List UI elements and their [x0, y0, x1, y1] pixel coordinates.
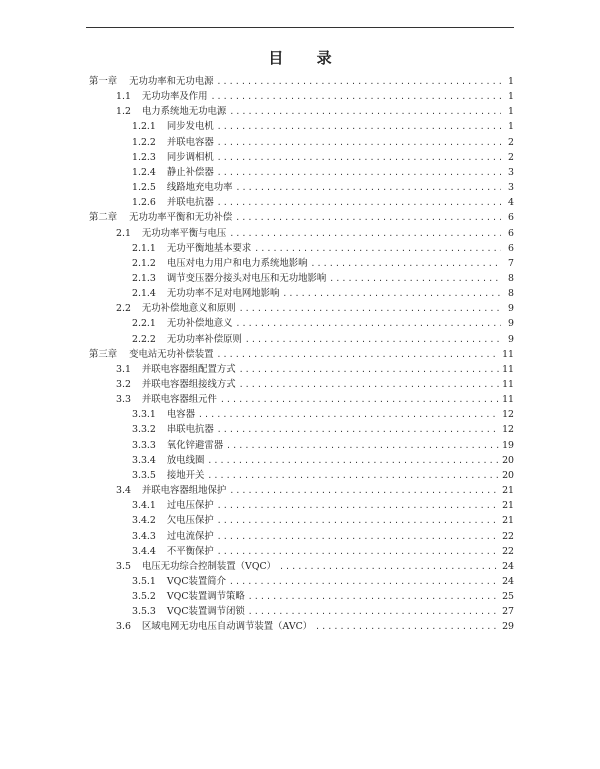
- toc-entry-title: 无功功率补偿原则: [166, 333, 242, 345]
- toc-entry-title: 无功功率及作用: [141, 91, 208, 103]
- toc-entry[interactable]: [0, 270, 514, 285]
- toc-entry-number: 3.2: [116, 379, 131, 390]
- toc-entry[interactable]: [0, 452, 514, 467]
- toc-entry-page: 29: [502, 621, 514, 633]
- toc-entry[interactable]: [0, 497, 514, 512]
- toc-entry-title: 无功平衡地基本要求: [166, 242, 252, 254]
- toc-entry[interactable]: [0, 346, 514, 361]
- dot-leader: [217, 76, 501, 88]
- toc-entry-number: 1.2.1: [132, 121, 156, 133]
- toc-entry-page: 8: [508, 272, 514, 284]
- toc-entry-title: 无功功率不足对电网地影响: [166, 288, 280, 300]
- toc-entry[interactable]: [0, 618, 514, 633]
- toc-entry-page: 1: [508, 76, 514, 87]
- toc-entry-number: 第一章: [89, 76, 118, 87]
- toc-entry[interactable]: [0, 331, 514, 346]
- dot-leader: [329, 273, 501, 285]
- toc-entry-page: 7: [508, 257, 514, 269]
- toc-entry[interactable]: [0, 225, 514, 240]
- toc-entry-page: 1: [508, 91, 514, 103]
- dot-leader: [229, 106, 501, 118]
- toc-entry-title: VQC装置简介: [166, 575, 226, 587]
- toc-entry-number: 1.1: [116, 91, 131, 103]
- dot-leader: [229, 576, 499, 588]
- toc-entry-number: 1.2: [116, 106, 131, 118]
- dot-leader: [217, 197, 501, 209]
- toc-entry-title: 过电压保护: [166, 500, 214, 512]
- dot-leader: [282, 288, 501, 300]
- toc-entry-number: 3.5.1: [132, 575, 156, 587]
- toc-entry-number: 3.5.3: [132, 606, 156, 618]
- toc-entry-number: 第三章: [89, 348, 118, 360]
- toc-entry-number: 第二章: [89, 212, 118, 224]
- toc-entry-page: 9: [508, 303, 514, 315]
- dot-leader: [226, 440, 499, 452]
- toc-entry[interactable]: [0, 437, 514, 452]
- dot-leader: [229, 228, 501, 240]
- toc-entry-title: 并联电容器组配置方式: [141, 363, 236, 375]
- dot-leader: [236, 182, 502, 194]
- toc-entry-title: 并联电容器: [166, 136, 214, 148]
- toc-entry-number: 2.1.4: [132, 288, 156, 300]
- toc-entry-title: 无功功率和无功电源: [129, 76, 214, 87]
- dot-leader: [229, 485, 499, 497]
- toc-entry[interactable]: [0, 543, 514, 558]
- toc-entry-title: 过电流保护: [166, 530, 214, 542]
- toc-entry-title: 无功功率平衡与电压: [141, 227, 227, 239]
- toc-entry-number: 2.1.3: [132, 272, 156, 284]
- toc-entry-title: 并联电抗器: [166, 197, 214, 209]
- toc-entry-page: 11: [502, 394, 514, 406]
- dot-leader: [217, 531, 499, 543]
- dot-leader: [248, 591, 499, 603]
- dot-leader: [311, 258, 502, 270]
- toc-entry[interactable]: [0, 603, 514, 618]
- toc-entry-page: 2: [508, 136, 514, 148]
- toc-entry-number: 3.3: [116, 394, 131, 406]
- dot-leader: [217, 349, 500, 361]
- toc-entry[interactable]: [0, 391, 514, 406]
- toc-entry-page: 11: [502, 348, 514, 360]
- toc-entry-number: 1.2.4: [132, 166, 156, 178]
- dot-leader: [239, 303, 501, 315]
- dot-leader: [315, 621, 499, 633]
- toc-entry-number: 1.2.2: [132, 136, 156, 148]
- dot-leader: [207, 455, 499, 467]
- toc-entry-number: 3.4.3: [132, 530, 156, 542]
- toc-entry[interactable]: [0, 528, 514, 543]
- toc-entry-title: 调节变压器分接头对电压和无功地影响: [166, 272, 327, 284]
- toc-entry[interactable]: [0, 179, 514, 194]
- toc-entry-page: 21: [502, 515, 514, 527]
- toc-entry-title: 同步调相机: [166, 151, 214, 163]
- dot-leader: [217, 546, 499, 558]
- toc-entry[interactable]: [0, 255, 514, 270]
- toc-entry[interactable]: [0, 573, 514, 588]
- toc-entry-title: 电力系统地无功电源: [141, 106, 227, 118]
- toc-entry-title: 电压对电力用户和电力系统地影响: [166, 257, 308, 269]
- toc-entry-page: 2: [508, 151, 514, 163]
- toc-entry[interactable]: [0, 240, 514, 255]
- toc-entry-number: 3.3.5: [132, 469, 156, 481]
- toc-entry-page: 3: [508, 166, 514, 178]
- toc-entry-number: 3.3.3: [132, 439, 156, 451]
- toc-entry-number: 3.3.4: [132, 454, 156, 466]
- toc-entry-number: 3.6: [116, 621, 131, 633]
- toc-entry[interactable]: [0, 300, 514, 315]
- toc-entry-page: 21: [502, 485, 514, 497]
- toc-entry-number: 2.1.1: [132, 242, 156, 254]
- toc-entry[interactable]: [0, 421, 514, 436]
- dot-leader: [217, 121, 501, 133]
- dot-leader: [217, 500, 499, 512]
- toc-entry[interactable]: [0, 88, 514, 103]
- toc-entry-number: 1.2.5: [132, 182, 156, 194]
- header-rule: [86, 27, 514, 28]
- toc-entry-number: 3.5.2: [132, 591, 156, 603]
- toc-entry[interactable]: [0, 285, 514, 300]
- toc-entry[interactable]: [0, 588, 514, 603]
- toc-entry-number: 3.4.2: [132, 515, 156, 527]
- dot-leader: [254, 243, 501, 255]
- toc-entry-number: 1.2.3: [132, 151, 156, 163]
- toc-entry-page: 24: [502, 575, 514, 587]
- toc-entry-page: 6: [508, 212, 514, 224]
- toc-entry-title: 静止补偿器: [166, 166, 214, 178]
- dot-leader: [220, 394, 499, 406]
- toc-entry-title: 并联电容器组接线方式: [141, 379, 236, 390]
- toc-entry-title: 区域电网无功电压自动调节装置（AVC）: [141, 621, 313, 633]
- toc-entry-page: 1: [508, 121, 514, 133]
- toc-entry-title: 电压无功综合控制装置（VQC）: [141, 560, 277, 572]
- dot-leader: [217, 515, 499, 527]
- dot-leader: [217, 424, 499, 436]
- dot-leader: [217, 167, 501, 179]
- dot-leader: [211, 91, 501, 103]
- toc-entry-title: 并联电容器组地保护: [141, 485, 227, 497]
- toc-entry-title: VQC装置调节策略: [166, 591, 245, 603]
- toc-entry-number: 3.3.2: [132, 424, 156, 436]
- dot-leader: [236, 318, 502, 330]
- dot-leader: [217, 152, 501, 164]
- toc-entry-title: 放电线圈: [166, 454, 205, 466]
- toc-entry-page: 3: [508, 182, 514, 194]
- toc-entry[interactable]: [0, 361, 514, 376]
- toc-entry-title: 线路地充电功率: [166, 182, 233, 194]
- toc-entry-number: 3.5: [116, 560, 131, 572]
- toc-entry-number: 2.2.1: [132, 318, 156, 330]
- toc-entry-page: 22: [502, 545, 514, 557]
- toc-entry-page: 19: [502, 439, 514, 451]
- toc-entry[interactable]: [0, 194, 514, 209]
- toc-entry-title: 无功补偿地意义: [166, 318, 233, 330]
- toc-entry-number: 3.4: [116, 485, 131, 497]
- dot-leader: [248, 606, 499, 618]
- toc-entry-page: 11: [502, 363, 514, 375]
- dot-leader: [198, 409, 499, 421]
- toc-entry-page: 9: [508, 318, 514, 330]
- toc-entry-title: 接地开关: [166, 469, 205, 481]
- toc-entry[interactable]: [0, 376, 514, 391]
- dot-leader: [207, 470, 499, 482]
- toc-entry-page: 12: [502, 424, 514, 436]
- toc-entry-page: 25: [502, 591, 514, 603]
- toc-entry[interactable]: [0, 315, 514, 330]
- toc-entry-title: 串联电抗器: [166, 424, 214, 436]
- toc-entry-page: 24: [502, 560, 514, 572]
- toc-entry[interactable]: [0, 134, 514, 149]
- dot-leader: [235, 212, 501, 224]
- dot-leader: [245, 334, 501, 346]
- toc-entry-number: 2.1: [116, 227, 131, 239]
- toc-entry-number: 2.2: [116, 303, 131, 315]
- toc-entry-number: 1.2.6: [132, 197, 156, 209]
- toc-entry[interactable]: [0, 406, 514, 421]
- dot-leader: [239, 379, 499, 391]
- toc-entry-title: 并联电容器组元件: [141, 394, 217, 406]
- toc-entry[interactable]: [0, 209, 514, 224]
- toc-entry-page: 11: [502, 379, 514, 390]
- toc-entry[interactable]: [0, 149, 514, 164]
- toc-entry-number: 3.3.1: [132, 409, 156, 421]
- toc-entry-number: 2.2.2: [132, 333, 156, 345]
- toc-entry[interactable]: [0, 118, 514, 133]
- toc-entry-page: 4: [508, 197, 514, 209]
- toc-entry-page: 6: [508, 242, 514, 254]
- toc-entry[interactable]: [0, 467, 514, 482]
- dot-leader: [279, 561, 499, 573]
- toc-entry-page: 20: [502, 469, 514, 481]
- toc-entry-number: 3.4.4: [132, 545, 156, 557]
- toc-entry-page: 8: [508, 288, 514, 300]
- toc-entry-title: 氧化锌避雷器: [166, 439, 224, 451]
- toc-entry-number: 3.1: [116, 363, 131, 375]
- toc-entry-title: 不平衡保护: [166, 545, 214, 557]
- toc-entry[interactable]: [0, 164, 514, 179]
- toc-entry[interactable]: [0, 73, 514, 88]
- toc-entry-page: 9: [508, 333, 514, 345]
- dot-leader: [239, 364, 499, 376]
- toc-entry-title: 无功补偿地意义和原则: [141, 303, 236, 315]
- toc-entry-title: 变电站无功补偿装置: [129, 348, 214, 360]
- toc-entry-number: 2.1.2: [132, 257, 156, 269]
- toc-entry-title: 同步发电机: [166, 121, 214, 133]
- toc-entry-title: VQC装置调节闭锁: [166, 606, 245, 618]
- dot-leader: [217, 137, 501, 149]
- toc-entry[interactable]: [0, 482, 514, 497]
- toc-entry[interactable]: [0, 103, 514, 118]
- toc-entry-page: 21: [502, 500, 514, 512]
- toc-entry-page: 1: [508, 106, 514, 118]
- toc-entry-title: 无功功率平衡和无功补偿: [129, 212, 233, 224]
- toc-entry-page: 6: [508, 227, 514, 239]
- toc-title: 目 录: [268, 49, 346, 67]
- toc-entry[interactable]: [0, 558, 514, 573]
- toc-entry-title: 电容器: [166, 409, 195, 421]
- toc-entry-page: 12: [502, 409, 514, 421]
- toc-entry[interactable]: [0, 512, 514, 527]
- toc-entry-title: 欠电压保护: [166, 515, 214, 527]
- toc-entry-page: 20: [502, 454, 514, 466]
- toc-entry-number: 3.4.1: [132, 500, 156, 512]
- toc-entry-page: 22: [502, 530, 514, 542]
- toc-entry-page: 27: [502, 606, 514, 618]
